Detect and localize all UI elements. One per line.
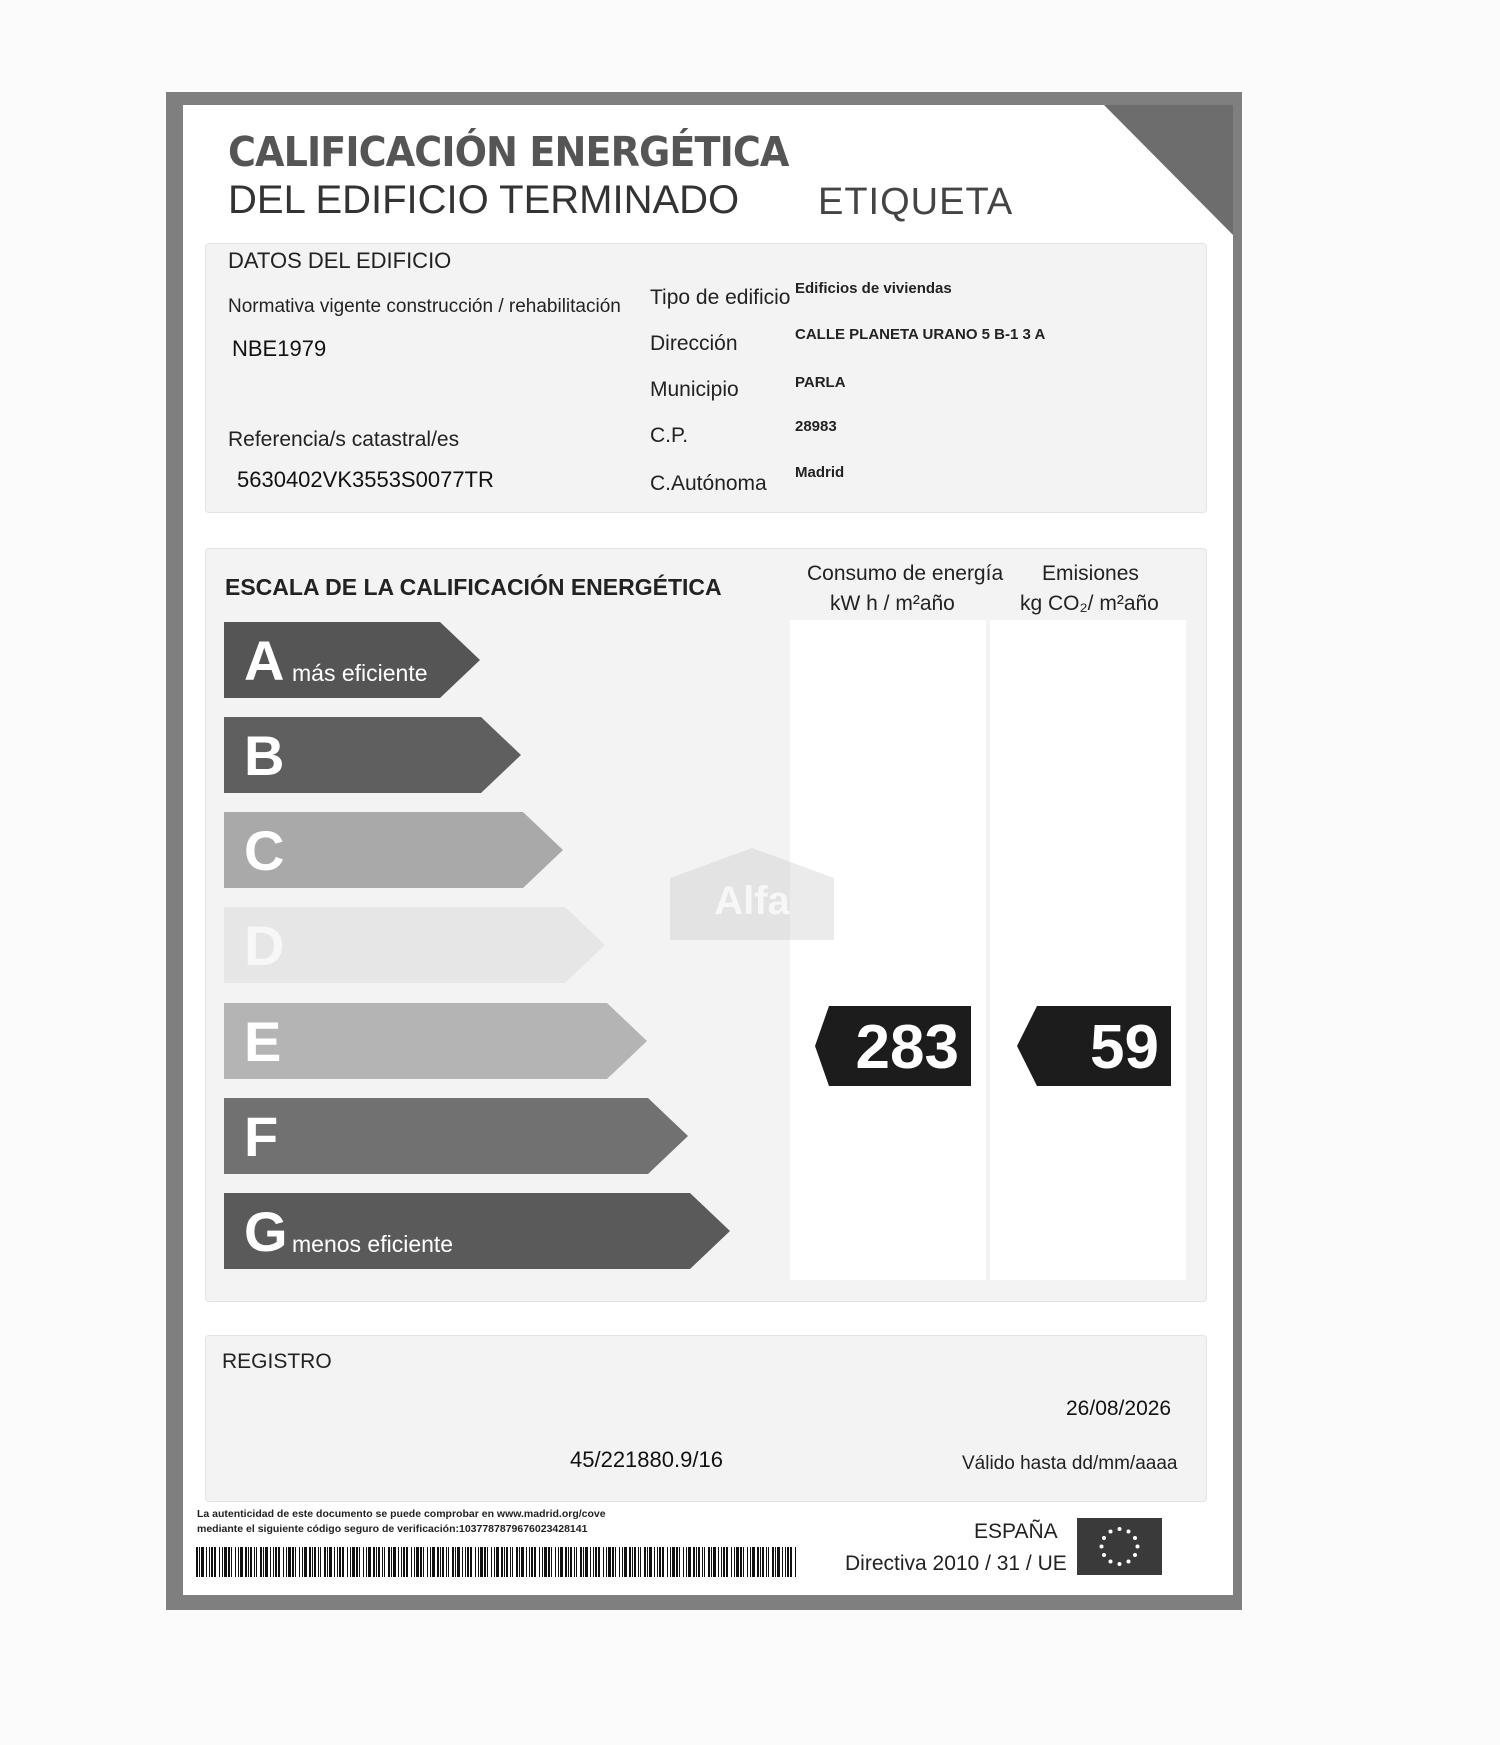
barcode-stripe	[688, 1547, 691, 1577]
consumption-column	[790, 620, 986, 1280]
barcode-stripe	[757, 1547, 759, 1577]
barcode-stripe	[350, 1547, 351, 1577]
barcode-stripe	[384, 1547, 385, 1577]
barcode-stripe	[711, 1547, 712, 1577]
barcode-stripe	[373, 1547, 375, 1577]
barcode-stripe	[427, 1547, 428, 1577]
barcode-stripe	[526, 1547, 527, 1577]
barcode-stripe	[382, 1547, 383, 1577]
barcode-stripe	[734, 1547, 735, 1577]
barcode-stripe	[654, 1547, 655, 1577]
barcode-stripe	[442, 1547, 444, 1577]
barcode-stripe	[406, 1547, 408, 1577]
barcode-stripe	[432, 1547, 435, 1577]
emissions-value: 59	[1090, 1013, 1159, 1082]
barcode-stripe	[240, 1547, 243, 1577]
barcode-stripe	[278, 1547, 280, 1577]
barcode-stripe	[286, 1547, 287, 1577]
barcode-stripe	[795, 1547, 796, 1577]
barcode-stripe	[772, 1547, 774, 1577]
barcode-stripe	[414, 1547, 415, 1577]
barcode-stripe	[736, 1547, 739, 1577]
barcode-stripe	[235, 1547, 236, 1577]
barcode-stripe	[288, 1547, 291, 1577]
band-a-label: más eficiente	[292, 660, 428, 686]
barcode-stripe	[676, 1547, 678, 1577]
barcode-stripe	[686, 1547, 687, 1577]
field-label-region: C.Autónoma	[650, 472, 767, 495]
barcode-stripe	[595, 1547, 597, 1577]
barcode-stripe	[662, 1547, 664, 1577]
auth-line-2: mediante el siguiente código seguro de verificación:1037787879676023428141	[197, 1523, 588, 1535]
barcode-stripe	[283, 1547, 284, 1577]
barcode-stripe	[603, 1547, 604, 1577]
band-g-label: menos eficiente	[292, 1231, 454, 1257]
barcode-stripe	[647, 1547, 648, 1577]
barcode-stripe	[231, 1547, 232, 1577]
barcode-stripe	[555, 1547, 556, 1577]
emissions-header-line1: Emisiones	[1042, 562, 1139, 585]
barcode-stripe	[196, 1547, 198, 1577]
barcode-stripe	[250, 1547, 252, 1577]
barcode-stripe	[299, 1547, 300, 1577]
barcode-stripe	[593, 1547, 594, 1577]
auth-line-1: La autenticidad de este documento se puede comprobar en www.madrid.org/cove	[197, 1508, 606, 1520]
band-g-letter: G	[244, 1200, 288, 1263]
barcode-stripe	[462, 1547, 463, 1577]
barcode-stripe	[484, 1547, 486, 1577]
barcode-stripe	[539, 1547, 540, 1577]
barcode-stripe	[570, 1547, 572, 1577]
barcode-stripe	[302, 1547, 303, 1577]
field-value-postal-code: 28983	[795, 418, 837, 435]
barcode-stripe	[574, 1547, 575, 1577]
folded-corner	[1104, 105, 1233, 235]
barcode-stripe	[667, 1547, 668, 1577]
barcode-stripe	[245, 1547, 247, 1577]
barcode-stripe	[634, 1547, 636, 1577]
barcode-stripe	[534, 1547, 536, 1577]
barcode-stripe	[696, 1547, 697, 1577]
cadastral-value: 5630402VK3553S0077TR	[237, 467, 494, 492]
field-label-building-type: Tipo de edificio	[650, 286, 791, 309]
barcode-stripe	[295, 1547, 296, 1577]
barcode-stripe	[480, 1547, 483, 1577]
barcode-stripe	[629, 1547, 631, 1577]
barcode-stripe	[337, 1547, 338, 1577]
barcode-stripe	[747, 1547, 748, 1577]
barcode-stripe	[504, 1547, 505, 1577]
barcode-stripe	[256, 1547, 257, 1577]
barcode-stripe	[787, 1547, 789, 1577]
barcode-stripe	[721, 1547, 722, 1577]
registry-title: REGISTRO	[222, 1350, 332, 1373]
barcode-stripe	[248, 1547, 249, 1577]
band-f	[224, 1098, 688, 1174]
barcode-stripe	[403, 1547, 405, 1577]
band-b-letter: B	[244, 724, 285, 787]
barcode-stripe	[309, 1547, 311, 1577]
barcode-stripe	[352, 1547, 355, 1577]
barcode-stripe	[731, 1547, 732, 1577]
barcode-stripe	[516, 1547, 518, 1577]
barcode-stripe	[615, 1547, 616, 1577]
field-value-building-type: Edificios de viviendas	[795, 280, 952, 297]
barcode-stripe	[238, 1547, 239, 1577]
barcode-stripe	[708, 1547, 710, 1577]
barcode-stripe	[324, 1547, 326, 1577]
band-d	[224, 907, 605, 983]
title-line-2: DEL EDIFICIO TERMINADO	[228, 178, 740, 222]
barcode-stripe	[644, 1547, 646, 1577]
barcode-stripe	[542, 1547, 543, 1577]
barcode-stripe	[506, 1547, 508, 1577]
barcode-stripe	[649, 1547, 652, 1577]
barcode-stripe	[718, 1547, 719, 1577]
barcode-stripe	[423, 1547, 424, 1577]
barcode-stripe	[598, 1547, 600, 1577]
band-g	[224, 1193, 730, 1269]
barcode-stripe	[768, 1547, 769, 1577]
barcode-stripe	[222, 1547, 223, 1577]
field-label-address: Dirección	[650, 332, 738, 355]
barcode-stripe	[467, 1547, 469, 1577]
barcode-stripe	[224, 1547, 227, 1577]
barcode-stripe	[376, 1547, 377, 1577]
barcode-stripe	[448, 1547, 449, 1577]
field-value-region: Madrid	[795, 464, 845, 481]
barcode-stripe	[378, 1547, 380, 1577]
barcode-stripe	[318, 1547, 319, 1577]
barcode-stripe	[551, 1547, 552, 1577]
building-section-title: DATOS DEL EDIFICIO	[228, 248, 452, 273]
barcode-stripe	[478, 1547, 479, 1577]
barcode-stripe	[393, 1547, 396, 1577]
barcode-stripe	[314, 1547, 316, 1577]
field-value-municipality: PARLA	[795, 374, 846, 391]
barcode-stripe	[292, 1547, 294, 1577]
barcode-stripe	[347, 1547, 348, 1577]
barcode-stripe	[356, 1547, 358, 1577]
barcode-stripe	[585, 1547, 588, 1577]
barcode-stripe	[576, 1547, 577, 1577]
scale-section-title: ESCALA DE LA CALIFICACIÓN ENERGÉTICA	[225, 574, 722, 600]
title-line-1: CALIFICACIÓN ENERGÉTICA	[228, 128, 789, 176]
barcode-stripe	[494, 1547, 495, 1577]
barcode-stripe	[785, 1547, 786, 1577]
barcode-stripe	[750, 1547, 751, 1577]
barcode-stripe	[548, 1547, 550, 1577]
barcode-stripe	[273, 1547, 274, 1577]
barcode-stripe	[638, 1547, 639, 1577]
barcode-stripe	[420, 1547, 422, 1577]
barcode-stripe	[672, 1547, 675, 1577]
barcode-stripe	[416, 1547, 419, 1577]
barcode-stripe	[679, 1547, 680, 1577]
barcode-stripe	[693, 1547, 695, 1577]
barcode-stripe	[640, 1547, 641, 1577]
valid-until-value: 26/08/2026	[1066, 1397, 1172, 1420]
band-f-letter: F	[244, 1105, 279, 1168]
barcode-stripe	[388, 1547, 390, 1577]
band-e	[224, 1003, 647, 1079]
barcode-stripe	[512, 1547, 513, 1577]
barcode-stripe	[608, 1547, 611, 1577]
barcode-stripe	[219, 1547, 220, 1577]
field-value-address: CALLE PLANETA URANO 5 B-1 3 A	[795, 326, 1046, 343]
eu-flag-icon	[1077, 1518, 1162, 1575]
barcode-stripe	[265, 1547, 268, 1577]
emissions-header-line2: kg CO₂/ m²año	[1020, 592, 1159, 615]
barcode-stripe	[199, 1547, 200, 1577]
registry-panel	[205, 1335, 1207, 1502]
registry-number: 45/221880.9/16	[570, 1447, 723, 1472]
barcode-stripe	[568, 1547, 569, 1577]
barcode-stripe	[624, 1547, 627, 1577]
barcode-stripe	[263, 1547, 264, 1577]
barcode-stripe	[440, 1547, 441, 1577]
barcode-stripe	[368, 1547, 371, 1577]
barcode-stripe	[583, 1547, 584, 1577]
valid-until-label: Válido hasta dd/mm/aaaa	[962, 1453, 1178, 1474]
barcode-stripe	[327, 1547, 328, 1577]
barcode-stripe	[228, 1547, 230, 1577]
barcode-stripe	[206, 1547, 207, 1577]
barcode-stripe	[398, 1547, 399, 1577]
consumption-value: 283	[855, 1013, 959, 1082]
barcode-stripe	[657, 1547, 658, 1577]
consumption-header-line2: kW h / m²año	[830, 592, 955, 615]
barcode-stripe	[339, 1547, 341, 1577]
field-label-municipality: Municipio	[650, 378, 739, 401]
barcode-stripe	[521, 1547, 524, 1577]
barcode-stripe	[411, 1547, 412, 1577]
emissions-column	[990, 620, 1186, 1280]
barcode-stripe	[766, 1547, 767, 1577]
barcode-stripe	[260, 1547, 262, 1577]
barcode-stripe	[606, 1547, 607, 1577]
barcode-stripe	[580, 1547, 582, 1577]
watermark-logo	[660, 848, 844, 940]
barcode-stripe	[726, 1547, 728, 1577]
barcode-stripe	[519, 1547, 520, 1577]
barcode-stripe	[632, 1547, 633, 1577]
barcode-stripe	[211, 1547, 213, 1577]
barcode-stripe	[762, 1547, 764, 1577]
barcode-stripe	[214, 1547, 216, 1577]
barcode-stripe	[304, 1547, 307, 1577]
barcode-stripe	[560, 1547, 563, 1577]
barcode-stripe	[558, 1547, 559, 1577]
barcode-stripe	[622, 1547, 623, 1577]
barcode-stripe	[209, 1547, 210, 1577]
cadastral-label: Referencia/s catastral/es	[228, 428, 460, 451]
barcode-stripe	[275, 1547, 277, 1577]
band-e-letter: E	[244, 1010, 282, 1073]
barcode-stripe	[790, 1547, 792, 1577]
barcode-stripe	[320, 1547, 321, 1577]
barcode-stripe	[437, 1547, 439, 1577]
barcode-stripe	[452, 1547, 454, 1577]
band-b	[224, 717, 521, 793]
barcode-stripe	[487, 1547, 488, 1577]
barcode-stripe	[740, 1547, 742, 1577]
barcode-stripe	[659, 1547, 661, 1577]
barcode-stripe	[619, 1547, 620, 1577]
barcode-stripe	[698, 1547, 700, 1577]
band-d-letter: D	[244, 914, 285, 977]
barcode-stripe	[565, 1547, 567, 1577]
barcode-stripe	[590, 1547, 591, 1577]
barcode-stripe	[529, 1547, 530, 1577]
barcode-stripe	[342, 1547, 344, 1577]
barcode-stripe	[501, 1547, 503, 1577]
barcode-stripe	[312, 1547, 313, 1577]
barcode-stripe	[760, 1547, 761, 1577]
barcode-stripe	[752, 1547, 755, 1577]
barcode-stripe	[510, 1547, 511, 1577]
consumption-header-line1: Consumo de energía	[807, 562, 1004, 585]
consumption-value-tag	[815, 1006, 971, 1086]
field-label-postal-code: C.P.	[650, 424, 689, 447]
barcode-stripe	[544, 1547, 547, 1577]
verification-barcode	[196, 1547, 802, 1577]
barcode-stripe	[777, 1547, 780, 1577]
barcode-stripe	[713, 1547, 716, 1577]
barcode-stripe	[465, 1547, 466, 1577]
emissions-value-tag	[1017, 1006, 1171, 1086]
regulation-value: NBE1979	[232, 336, 327, 361]
barcode-stripe	[359, 1547, 360, 1577]
barcode-stripe	[475, 1547, 476, 1577]
barcode-stripe	[457, 1547, 460, 1577]
barcode-stripe	[391, 1547, 392, 1577]
band-a-letter: A	[244, 629, 285, 692]
barcode-stripe	[470, 1547, 472, 1577]
barcode-stripe	[683, 1547, 684, 1577]
barcode-stripe	[401, 1547, 402, 1577]
barcode-stripe	[455, 1547, 456, 1577]
barcode-stripe	[201, 1547, 204, 1577]
barcode-stripe	[612, 1547, 614, 1577]
barcode-stripe	[670, 1547, 671, 1577]
barcode-stripe	[430, 1547, 431, 1577]
barcode-stripe	[723, 1547, 725, 1577]
barcode-stripe	[270, 1547, 271, 1577]
label-type: ETIQUETA	[818, 181, 1014, 223]
barcode-stripe	[446, 1547, 447, 1577]
barcode-stripe	[254, 1547, 255, 1577]
directive-label: Directiva 2010 / 31 / UE	[845, 1552, 1067, 1575]
barcode-stripe	[491, 1547, 492, 1577]
barcode-stripe	[496, 1547, 499, 1577]
country-label: ESPAÑA	[974, 1520, 1058, 1543]
band-c	[224, 812, 563, 888]
regulation-label: Normativa vigente construcción / rehabilitación	[228, 296, 621, 317]
barcode-stripe	[329, 1547, 332, 1577]
band-c-letter: C	[244, 819, 285, 882]
barcode-stripe	[704, 1547, 705, 1577]
barcode-stripe	[775, 1547, 776, 1577]
barcode-stripe	[702, 1547, 703, 1577]
barcode-stripe	[366, 1547, 367, 1577]
barcode-stripe	[743, 1547, 744, 1577]
band-a	[224, 622, 480, 698]
barcode-stripe	[782, 1547, 783, 1577]
watermark-text: Alfa	[714, 879, 790, 923]
barcode-stripe	[531, 1547, 533, 1577]
barcode-stripe	[363, 1547, 364, 1577]
barcode-stripe	[334, 1547, 335, 1577]
